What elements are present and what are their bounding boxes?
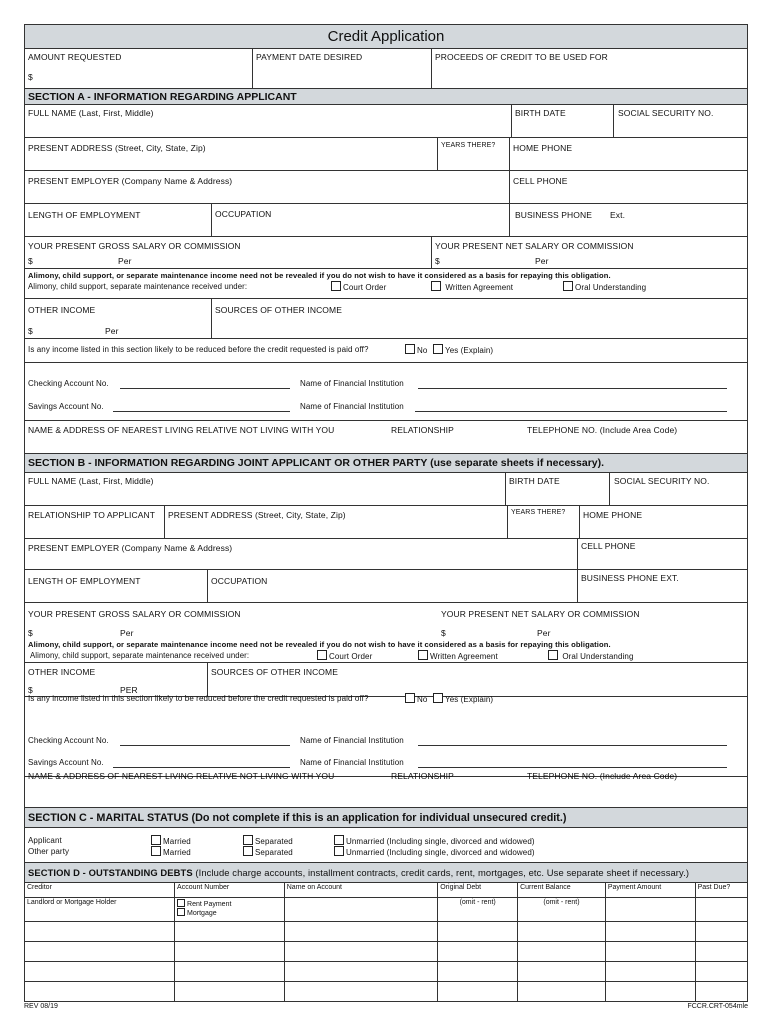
c-applicant-married[interactable] <box>151 835 191 846</box>
b-alimony-notice: Alimony, child support, or separate maintenance income need not be revealed if you do not wish to have it considered as a basis for repaying this obligation. <box>28 640 611 649</box>
debt-cell[interactable] <box>518 981 606 1001</box>
col-original-debt: Original Debt <box>438 883 518 897</box>
landlord-original-omit: (omit - rent) <box>438 897 518 921</box>
debts-table-wrap <box>25 883 747 1001</box>
col-payment-amount: Payment Amount <box>605 883 695 897</box>
b-other-income-row <box>25 663 747 697</box>
a-business-phone-label: BUSINESS PHONE <box>515 210 592 220</box>
a-other-income-dollar: $ <box>28 326 33 336</box>
b-court-order-label: Court Order <box>329 652 373 661</box>
debt-cell[interactable] <box>438 961 518 981</box>
debt-cell[interactable] <box>605 981 695 1001</box>
a-written-agreement-label: Written Agreement <box>445 283 514 292</box>
b-net-per: Per <box>537 628 551 638</box>
b-cell-phone-label: CELL PHONE <box>581 541 636 551</box>
b-no-option[interactable] <box>405 693 427 704</box>
c-applicant-separated[interactable] <box>243 835 293 846</box>
a-occupation-label: OCCUPATION <box>215 209 272 219</box>
b-address-label: PRESENT ADDRESS (Street, City, State, Zip) <box>168 510 346 520</box>
b-gross-per: Per <box>120 628 134 638</box>
debt-cell[interactable] <box>438 921 518 941</box>
a-years-there-cell[interactable] <box>437 138 496 170</box>
rent-mortgage-cell <box>175 897 285 921</box>
a-cell-phone-cell[interactable] <box>509 171 568 203</box>
a-court-order-checkbox[interactable] <box>331 281 341 291</box>
a-employer-row <box>25 171 747 204</box>
a-gross-per: Per <box>118 256 132 266</box>
debt-cell[interactable] <box>175 941 285 961</box>
a-oral-understanding-option[interactable] <box>563 281 646 292</box>
a-years-there-label: YEARS THERE? <box>441 142 496 149</box>
a-telephone-label: TELEPHONE NO. (Include Area Code) <box>527 425 678 435</box>
b-relative-row <box>25 771 747 808</box>
b-written-agreement-checkbox[interactable] <box>418 650 428 660</box>
debt-cell[interactable] <box>25 961 175 981</box>
b-years-there-cell[interactable] <box>507 506 566 538</box>
b-relationship-applicant-label: RELATIONSHIP TO APPLICANT <box>28 510 156 520</box>
b-yes-checkbox[interactable] <box>433 693 443 703</box>
a-no-checkbox[interactable] <box>405 344 415 354</box>
a-address-row <box>25 138 747 171</box>
debt-cell[interactable] <box>605 961 695 981</box>
a-address-label: PRESENT ADDRESS (Street, City, State, Zip) <box>28 143 206 153</box>
col-account-number: Account Number <box>175 883 285 897</box>
a-oral-understanding-label: Oral Understanding <box>575 283 647 292</box>
debt-cell[interactable] <box>518 941 606 961</box>
a-checking-line[interactable] <box>120 388 290 389</box>
c-other-separated-checkbox[interactable] <box>243 846 253 856</box>
a-full-name-label: FULL NAME (Last, First, Middle) <box>28 108 154 118</box>
b-employer-row <box>25 539 747 570</box>
landlord-label: Landlord or Mortgage Holder <box>25 897 175 921</box>
c-unmarried-label: Unmarried (Including single, divorced and widowed) <box>346 848 535 857</box>
a-ssn-label: SOCIAL SECURITY NO. <box>618 108 714 118</box>
b-savings-fin-label: Name of Financial Institution <box>300 758 404 767</box>
b-occupation-cell[interactable] <box>207 570 268 602</box>
landlord-pastdue-cell[interactable] <box>695 897 747 921</box>
debt-cell[interactable] <box>25 921 175 941</box>
a-savings-fin-label: Name of Financial Institution <box>300 402 404 411</box>
a-other-income-label: OTHER INCOME <box>28 305 96 315</box>
b-ssn-label: SOCIAL SECURITY NO. <box>614 476 710 486</box>
top-request-row <box>25 49 747 89</box>
a-ext-label: Ext. <box>610 210 626 220</box>
b-no-label: No <box>417 695 428 704</box>
a-business-phone-cell[interactable] <box>509 204 626 236</box>
proceeds-cell[interactable] <box>431 49 608 88</box>
section-d-heading <box>25 863 747 883</box>
a-net-salary-label: YOUR PRESENT NET SALARY OR COMMISSION <box>435 241 634 251</box>
c-unmarried-label: Unmarried (Including single, divorced and widowed) <box>346 837 535 846</box>
a-oral-understanding-checkbox[interactable] <box>563 281 573 291</box>
a-sources-cell[interactable] <box>211 299 342 338</box>
b-relationship-label: RELATIONSHIP <box>391 771 454 781</box>
b-savings-fin-line[interactable] <box>418 767 727 768</box>
payment-date-cell[interactable] <box>252 49 363 88</box>
b-home-phone-cell[interactable] <box>579 506 643 538</box>
a-relative-row <box>25 421 747 454</box>
b-oral-understanding-option[interactable] <box>548 650 634 661</box>
debt-cell[interactable] <box>695 961 747 981</box>
b-alimony-row <box>25 639 747 663</box>
b-checking-label: Checking Account No. <box>28 736 109 745</box>
a-court-order-option[interactable] <box>331 281 386 292</box>
debt-cell[interactable] <box>25 941 175 961</box>
a-reduce-question: Is any income listed in this section likely to be reduced before the credit requested is paid off? <box>28 345 369 354</box>
a-length-employment-label: LENGTH OF EMPLOYMENT <box>28 210 141 220</box>
a-written-agreement-checkbox[interactable] <box>431 281 441 291</box>
b-relative-label: NAME & ADDRESS OF NEAREST LIVING RELATIVE NOT LIVING WITH YOU <box>28 771 335 781</box>
b-net-dollar: $ <box>441 628 446 638</box>
b-court-order-option[interactable] <box>317 650 372 661</box>
a-reduce-question-row <box>25 339 747 363</box>
c-separated-label: Separated <box>255 848 293 857</box>
a-no-option[interactable] <box>405 344 427 355</box>
debt-cell[interactable] <box>438 981 518 1001</box>
a-savings-line[interactable] <box>113 411 290 412</box>
revision-label: REV 08/19 <box>24 1003 58 1010</box>
a-bank-accounts-row <box>25 363 747 421</box>
b-oral-understanding-label: Oral Understanding <box>562 652 634 661</box>
credit-application-form <box>24 24 748 1002</box>
a-employment-row <box>25 204 747 237</box>
b-name-row <box>25 473 747 506</box>
b-business-phone-label: BUSINESS PHONE EXT. <box>581 573 679 583</box>
form-code-label: FCCR.CRT-054mle <box>687 1003 748 1010</box>
a-yes-option[interactable] <box>433 344 493 355</box>
debt-cell[interactable] <box>25 981 175 1001</box>
a-court-order-label: Court Order <box>343 283 387 292</box>
debts-table <box>25 883 747 1001</box>
col-current-balance: Current Balance <box>518 883 606 897</box>
debt-cell[interactable] <box>695 941 747 961</box>
a-no-label: No <box>417 346 428 355</box>
a-checking-label: Checking Account No. <box>28 379 109 388</box>
b-telephone-label: TELEPHONE NO. (Include Area Code) <box>527 771 678 781</box>
c-other-unmarried[interactable] <box>334 846 535 857</box>
b-checking-fin-line[interactable] <box>418 745 727 746</box>
landlord-balance-omit: (omit - rent) <box>518 897 606 921</box>
a-home-phone-cell[interactable] <box>509 138 573 170</box>
c-applicant-unmarried-checkbox[interactable] <box>334 835 344 845</box>
b-written-agreement-option[interactable] <box>418 650 498 661</box>
col-name-on-account: Name on Account <box>284 883 438 897</box>
b-reduce-bank-row <box>25 694 747 777</box>
b-written-agreement-label: Written Agreement <box>430 652 498 661</box>
b-length-employment-label: LENGTH OF EMPLOYMENT <box>28 576 141 586</box>
a-net-per: Per <box>535 256 549 266</box>
b-home-phone-label: HOME PHONE <box>583 510 643 520</box>
c-applicant-separated-checkbox[interactable] <box>243 835 253 845</box>
a-checking-fin-line[interactable] <box>418 388 727 389</box>
c-other-unmarried-checkbox[interactable] <box>334 846 344 856</box>
debt-cell[interactable] <box>518 961 606 981</box>
b-reduce-question: Is any income listed in this section likely to be reduced before the credit requested is paid off? <box>28 694 369 703</box>
amount-requested-label: AMOUNT REQUESTED <box>28 52 122 62</box>
mortgage-option[interactable] <box>177 908 282 917</box>
c-separated-label: Separated <box>255 837 293 846</box>
debt-cell[interactable] <box>175 981 285 1001</box>
debt-row <box>25 981 747 1001</box>
b-sources-label: SOURCES OF OTHER INCOME <box>211 667 338 677</box>
a-net-salary-cell[interactable] <box>431 237 634 268</box>
rent-payment-checkbox[interactable] <box>177 899 185 907</box>
a-relationship-label: RELATIONSHIP <box>391 425 454 435</box>
rent-payment-label: Rent Payment <box>187 900 232 908</box>
b-other-income-label: OTHER INCOME <box>28 667 96 677</box>
debt-cell[interactable] <box>695 921 747 941</box>
mortgage-label: Mortgage <box>187 909 217 917</box>
a-checking-fin-label: Name of Financial Institution <box>300 379 404 388</box>
a-gross-dollar: $ <box>28 256 33 266</box>
a-alimony-notice: Alimony, child support, or separate maintenance income need not be revealed if you do not wish to have it considered as a basis for repaying this obligation. <box>28 271 611 280</box>
section-d-title-rest: (Include charge accounts, installment contracts, credit cards, rent, mortgages, etc. Use separate sheet if necessary.) <box>192 867 690 878</box>
a-savings-fin-line[interactable] <box>415 411 727 412</box>
c-applicant-married-checkbox[interactable] <box>151 835 161 845</box>
c-applicant-label: Applicant <box>28 836 62 845</box>
debt-cell[interactable] <box>605 941 695 961</box>
debt-cell[interactable] <box>284 961 438 981</box>
b-savings-label: Savings Account No. <box>28 758 104 767</box>
b-net-salary-label: YOUR PRESENT NET SALARY OR COMMISSION <box>441 609 640 619</box>
a-alimony-row <box>25 269 747 299</box>
debt-cell[interactable] <box>284 921 438 941</box>
b-gross-dollar: $ <box>28 628 33 638</box>
c-marital-row <box>25 828 747 863</box>
landlord-name-cell[interactable] <box>284 897 438 921</box>
c-married-label: Married <box>163 837 191 846</box>
c-other-married[interactable] <box>151 846 191 857</box>
a-birth-date-label: BIRTH DATE <box>515 108 566 118</box>
a-occupation-cell[interactable] <box>211 204 272 236</box>
c-other-separated[interactable] <box>243 846 293 857</box>
b-oral-understanding-checkbox[interactable] <box>548 650 558 660</box>
payment-date-label: PAYMENT DATE DESIRED <box>256 52 363 62</box>
section-a-heading: SECTION A - INFORMATION REGARDING APPLICANT <box>25 89 747 105</box>
debt-cell[interactable] <box>175 961 285 981</box>
b-yes-label: Yes (Explain) <box>445 695 494 704</box>
b-other-income-per: PER <box>120 685 138 695</box>
debts-header-row <box>25 883 747 897</box>
b-ssn-cell[interactable] <box>609 473 710 505</box>
a-cell-phone-label: CELL PHONE <box>513 176 568 186</box>
rent-payment-option[interactable] <box>177 899 282 908</box>
form-title: Credit Application <box>25 25 747 49</box>
debt-row <box>25 921 747 941</box>
landlord-payment-cell[interactable] <box>605 897 695 921</box>
section-b-heading: SECTION B - INFORMATION REGARDING JOINT APPLICANT OR OTHER PARTY (use separate sheets if necessary). <box>25 454 747 473</box>
debts-landlord-row <box>25 897 747 921</box>
a-sources-label: SOURCES OF OTHER INCOME <box>215 305 342 315</box>
a-yes-label: Yes (Explain) <box>445 346 494 355</box>
a-savings-label: Savings Account No. <box>28 402 104 411</box>
b-gross-salary-label: YOUR PRESENT GROSS SALARY OR COMMISSION <box>28 609 241 619</box>
b-no-checkbox[interactable] <box>405 693 415 703</box>
b-address-cell[interactable] <box>164 506 346 538</box>
b-business-phone-cell[interactable] <box>577 570 679 602</box>
debt-cell[interactable] <box>518 921 606 941</box>
b-sources-cell[interactable] <box>207 663 338 696</box>
debt-cell[interactable] <box>175 921 285 941</box>
section-c-heading: SECTION C - MARITAL STATUS (Do not complete if this is an application for individual unsecured credit.) <box>25 808 747 828</box>
b-years-there-label: YEARS THERE? <box>511 509 566 516</box>
a-ssn-cell[interactable] <box>613 105 714 137</box>
b-full-name-label: FULL NAME (Last, First, Middle) <box>28 476 154 486</box>
amount-dollar-sign: $ <box>28 72 33 82</box>
debt-cell[interactable] <box>438 941 518 961</box>
debt-cell[interactable] <box>284 981 438 1001</box>
b-yes-option[interactable] <box>433 693 493 704</box>
b-occupation-label: OCCUPATION <box>211 576 268 586</box>
col-past-due: Past Due? <box>695 883 747 897</box>
b-salary-row <box>25 603 747 639</box>
b-court-order-checkbox[interactable] <box>317 650 327 660</box>
b-checking-fin-label: Name of Financial Institution <box>300 736 404 745</box>
b-birth-date-label: BIRTH DATE <box>509 476 560 486</box>
b-cell-phone-cell[interactable] <box>577 539 636 569</box>
c-other-party-label: Other party <box>28 847 70 856</box>
a-salary-row <box>25 237 747 269</box>
a-other-income-row <box>25 299 747 339</box>
b-alimony-received-label: Alimony, child support, separate maintenance received under: <box>30 651 250 660</box>
debt-cell[interactable] <box>605 921 695 941</box>
a-written-agreement-option[interactable] <box>431 281 513 292</box>
b-address-row <box>25 506 747 539</box>
debt-row <box>25 961 747 981</box>
debt-row <box>25 941 747 961</box>
a-relative-label: NAME & ADDRESS OF NEAREST LIVING RELATIVE NOT LIVING WITH YOU <box>28 425 335 435</box>
proceeds-label: PROCEEDS OF CREDIT TO BE USED FOR <box>435 52 608 62</box>
b-savings-line[interactable] <box>113 767 290 768</box>
a-net-dollar: $ <box>435 256 440 266</box>
section-d-title-bold: SECTION D - OUTSTANDING DEBTS <box>28 867 193 878</box>
debt-cell[interactable] <box>284 941 438 961</box>
a-name-row <box>25 105 747 138</box>
b-employer-label: PRESENT EMPLOYER (Company Name & Address) <box>28 543 233 553</box>
c-married-label: Married <box>163 848 191 857</box>
a-gross-salary-label: YOUR PRESENT GROSS SALARY OR COMMISSION <box>28 241 241 251</box>
c-applicant-unmarried[interactable] <box>334 835 535 846</box>
b-employment-row <box>25 570 747 603</box>
b-checking-line[interactable] <box>120 745 290 746</box>
a-birth-date-cell[interactable] <box>511 105 566 137</box>
a-alimony-received-label: Alimony, child support, separate maintenance received under: <box>28 282 248 291</box>
b-other-income-dollar: $ <box>28 685 33 695</box>
a-other-income-per: Per <box>105 326 119 336</box>
col-creditor: Creditor <box>25 883 175 897</box>
section-d-title <box>28 867 689 878</box>
debt-cell[interactable] <box>695 981 747 1001</box>
a-home-phone-label: HOME PHONE <box>513 143 573 153</box>
a-yes-checkbox[interactable] <box>433 344 443 354</box>
b-birth-date-cell[interactable] <box>505 473 560 505</box>
mortgage-checkbox[interactable] <box>177 908 185 916</box>
c-other-married-checkbox[interactable] <box>151 846 161 856</box>
a-employer-label: PRESENT EMPLOYER (Company Name & Address) <box>28 176 233 186</box>
